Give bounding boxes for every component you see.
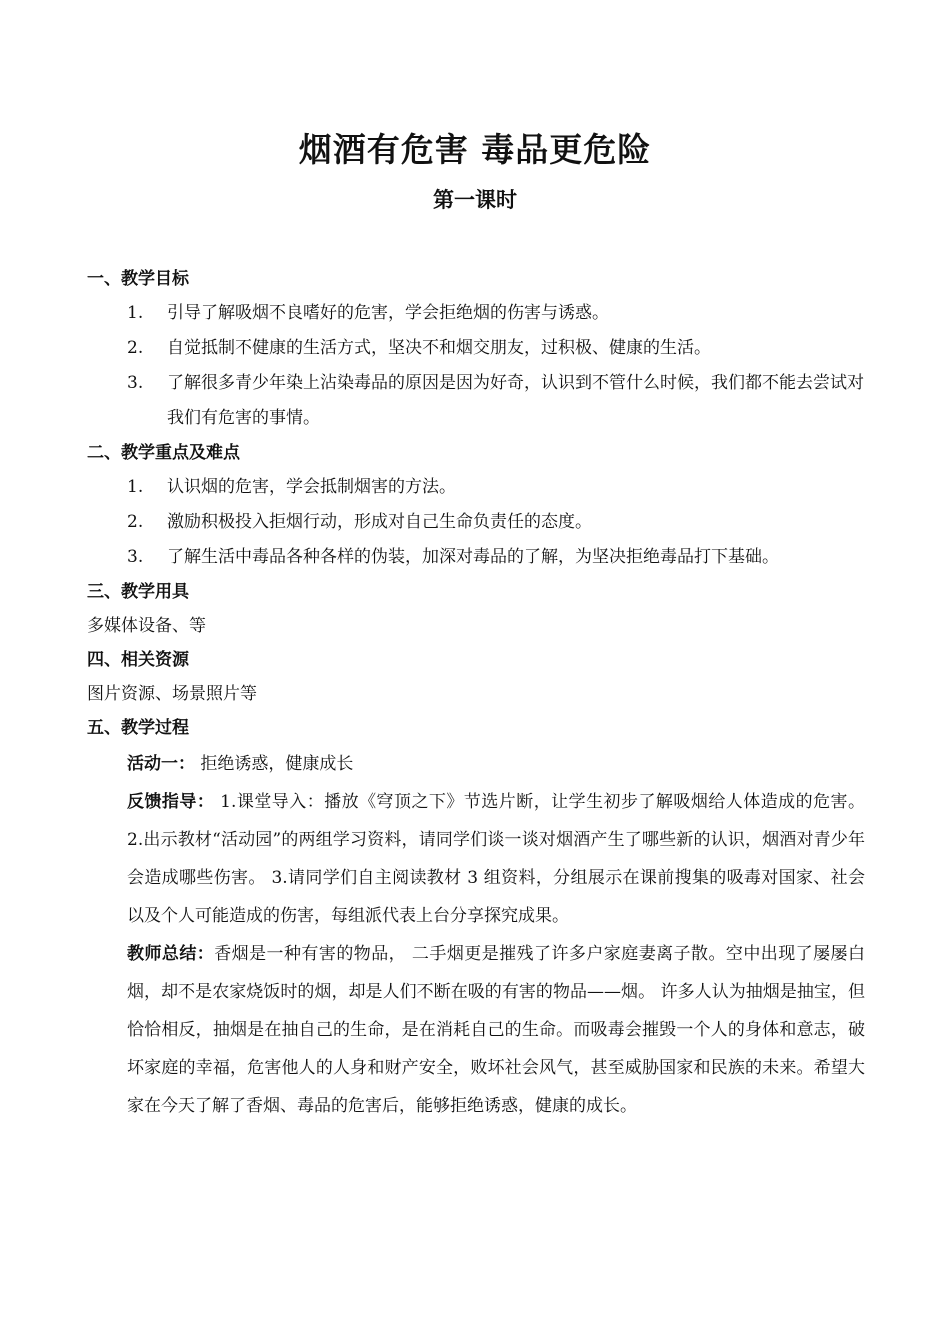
- section-heading-resources: 四、相关资源: [87, 650, 189, 670]
- list-number: 2.: [127, 338, 144, 358]
- list-number: 3.: [127, 547, 144, 567]
- list-text: 引导了解吸烟不良嗜好的危害，学会拒绝烟的伤害与诱惑。: [167, 303, 609, 323]
- section-heading-key-points: 二、教学重点及难点: [87, 443, 240, 463]
- objectives-list: [87, 296, 865, 436]
- list-item: [87, 505, 865, 540]
- list-item: [87, 296, 865, 331]
- list-item: [87, 470, 865, 505]
- summary-label: 教师总结：: [127, 944, 215, 964]
- summary-paragraph: [87, 935, 865, 1125]
- section-heading-objectives: 一、教学目标: [87, 269, 189, 289]
- document-subtitle: 第一课时: [433, 187, 517, 212]
- list-item: [87, 540, 865, 575]
- list-item: [87, 331, 865, 366]
- list-number: 2.: [127, 512, 144, 532]
- list-number: 3.: [127, 373, 144, 393]
- feedback-paragraph: [87, 783, 865, 935]
- document-title: 烟酒有危害 毒品更危险: [298, 130, 652, 169]
- list-number: 1.: [127, 303, 144, 323]
- activity-label: 活动一：: [127, 754, 195, 774]
- section-heading-process: 五、教学过程: [87, 718, 189, 738]
- resources-text: 图片资源、场景照片等: [87, 684, 257, 704]
- list-text: 了解生活中毒品各种各样的伪装，加深对毒品的了解，为坚决拒绝毒品打下基础。: [167, 547, 779, 567]
- key-points-list: [87, 470, 865, 575]
- feedback-text: 1.课堂导入：播放《穹顶之下》节选片断，让学生初步了解吸烟给人体造成的危害。 2.出示教材“活动园”的两组学习资料，请同学们谈一谈对烟酒产生了哪些新的认识，烟酒对青少年会造成哪些伤害。 3.请同学们自主阅读教材 3 组资料，分组展示在课前搜集的吸毒对国家、社会以及个人可能造成的伤害，每组派代表上台分享探究成果。: [127, 792, 866, 926]
- list-text: 认识烟的危害，学会抵制烟害的方法。: [167, 477, 456, 497]
- list-text: 激励积极投入拒烟行动，形成对自己生命负责任的态度。: [167, 512, 592, 532]
- document-body: [87, 262, 865, 1125]
- list-item: [87, 366, 865, 436]
- summary-text: 香烟是一种有害的物品， 二手烟更是摧残了许多户家庭妻离子散。空中出现了屡屡白烟，却不是农家烧饭时的烟，却是人们不断在吸的有害的物品——烟。 许多人认为抽烟是抽宝，但恰恰相反，抽烟是在抽自己的生命，是在消耗自己的生命。而吸毒会摧毁一个人的身体和意志，破坏家庭的幸福，危害他人的人身和财产安全，败坏社会风气，甚至威胁国家和民族的未来。希望大家在今天了解了香烟、毒品的危害后，能够拒绝诱惑，健康的成长。: [127, 944, 866, 1116]
- list-text: 了解很多青少年染上沾染毒品的原因是因为好奇，认识到不管什么时候，我们都不能去尝试对我们有危害的事情。: [167, 373, 864, 428]
- activity-text: 拒绝诱惑，健康成长: [195, 754, 354, 774]
- activity-paragraph: [87, 745, 865, 783]
- section-heading-tools: 三、教学用具: [87, 582, 189, 602]
- list-number: 1.: [127, 477, 144, 497]
- list-text: 自觉抵制不健康的生活方式，坚决不和烟交朋友，过积极、健康的生活。: [167, 338, 711, 358]
- tools-text: 多媒体设备、等: [87, 616, 206, 636]
- feedback-label: 反馈指导：: [127, 792, 215, 812]
